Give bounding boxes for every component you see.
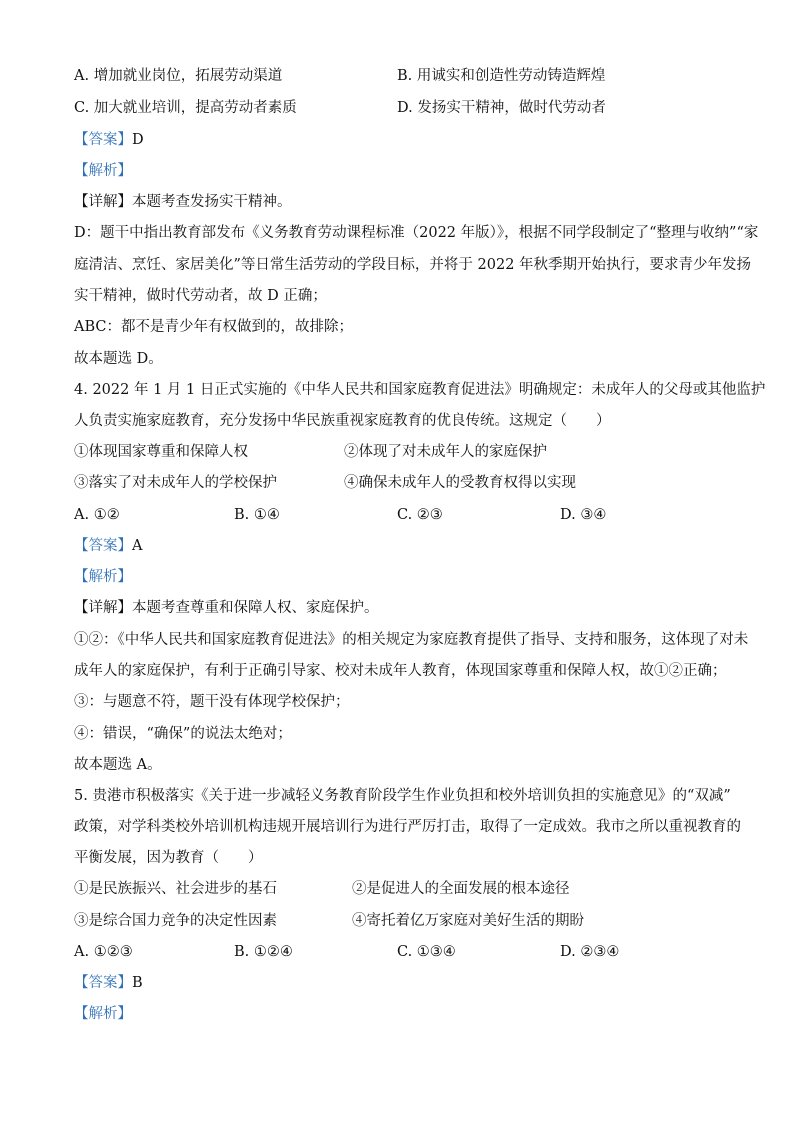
- q4-para3: ④：错误，“确保”的说法太绝对；: [74, 726, 292, 742]
- q5-option-c: C. ①③④: [397, 944, 456, 960]
- q3-conclusion: 故本题选 D。: [74, 351, 163, 367]
- q4-detail-line: [74, 598, 379, 618]
- q5-option-a: A. ①②③: [74, 944, 133, 960]
- q5-statement-4: ④寄托着亿万家庭对美好生活的期盼: [352, 913, 584, 929]
- q3-para1-line2: 庭清洁、烹饪、家居美化”等日常生活劳动的学段目标，并将于 2022 年秋季期开始执行，要求青少年发扬: [74, 257, 752, 273]
- q4-statement-4: ④确保未成年人的受教育权得以实现: [344, 475, 576, 491]
- q3-analysis-tag: 【解析】: [74, 163, 132, 179]
- q5-statement-3: ③是综合国力竞争的决定性因素: [74, 913, 277, 929]
- q4-statement-3: ③落实了对未成年人的学校保护: [74, 475, 277, 491]
- q5-answer: B: [132, 975, 143, 991]
- q4-conclusion: 故本题选 A。: [74, 757, 162, 773]
- answer-tag: 【答案】: [74, 538, 132, 554]
- q4-stem-line1: 4. 2022 年 1 月 1 日正式实施的《中华人民共和国家庭教育促进法》明确规定：未成年人的父母或其他监护: [74, 382, 766, 398]
- q5-stem-line2: 政策，对学科类校外培训机构违规开展培训行为进行严厉打击，取得了一定成效。我市之所以重视教育的: [74, 819, 741, 835]
- q3-para1-line3: 实干精神，做时代劳动者，故 D 正确；: [74, 288, 327, 304]
- q4-statement-1: ①体现国家尊重和保障人权: [74, 444, 248, 460]
- q3-option-c: C. 加大就业培训，提高劳动者素质: [74, 100, 297, 116]
- q5-answer-line: [74, 973, 143, 993]
- q3-answer: D: [132, 132, 144, 148]
- q5-option-b: B. ①②④: [234, 944, 293, 960]
- q4-para1-line2: 成年人的家庭保护，有利于正确引导家、校对未成年人教育，体现国家尊重和保障人权，故①②正确；: [74, 663, 727, 679]
- q4-stem-line2: 人负责实施家庭教育，充分发扬中华民族重视家庭教育的优良传统。这规定（ ）: [74, 413, 611, 429]
- detail-tag: 【详解】: [74, 600, 132, 616]
- q3-option-a: A. 增加就业岗位，拓展劳动渠道: [74, 68, 283, 84]
- q4-statement-2: ②体现了对未成年人的家庭保护: [344, 444, 547, 460]
- q4-option-b: B. ①④: [234, 507, 280, 523]
- detail-tag: 【详解】: [74, 194, 132, 210]
- q3-para1-line1: D：题干中指出教育部发布《义务教育劳动课程标准（2022 年版）》，根据不同学段制定了“整理与收纳”“家: [74, 225, 759, 241]
- q4-option-a: A. ①②: [74, 507, 120, 523]
- q5-statement-2: ②是促进人的全面发展的根本途径: [352, 881, 570, 897]
- q4-answer-line: [74, 536, 142, 556]
- q5-analysis-tag: 【解析】: [74, 1006, 132, 1022]
- q5-statement-1: ①是民族振兴、社会进步的基石: [74, 881, 277, 897]
- q4-answer: A: [132, 538, 143, 554]
- q5-stem-line1: 5. 贵港市积极落实《关于进一步减轻义务教育阶段学生作业负担和校外培训负担的实施意见》的“双减”: [74, 788, 731, 804]
- q3-answer-line: [74, 130, 144, 150]
- q4-analysis-tag: 【解析】: [74, 569, 132, 585]
- q4-detail: 本题考查尊重和保障人权、家庭保护。: [132, 600, 379, 616]
- q4-option-c: C. ②③: [397, 507, 443, 523]
- q3-option-d: D. 发扬实干精神，做时代劳动者: [397, 100, 606, 116]
- q4-option-d: D. ③④: [560, 507, 607, 523]
- q4-para1-line1: ①②：《中华人民共和国家庭教育促进法》的相关规定为家庭教育提供了指导、支持和服务，这体现了对未: [74, 632, 749, 648]
- answer-tag: 【答案】: [74, 975, 132, 991]
- q3-option-b: B. 用诚实和创造性劳动铸造辉煌: [397, 68, 606, 84]
- q4-para2: ③：与题意不符，题干没有体现学校保护；: [74, 694, 350, 710]
- answer-tag: 【答案】: [74, 132, 132, 148]
- q3-detail-line: [74, 192, 292, 212]
- q5-stem-line3: 平衡发展，因为教育（ ）: [74, 850, 263, 866]
- q5-option-d: D. ②③④: [560, 944, 620, 960]
- q3-detail: 本题考查发扬实干精神。: [132, 194, 292, 210]
- q3-para2: ABC：都不是青少年有权做到的，故排除；: [74, 319, 353, 335]
